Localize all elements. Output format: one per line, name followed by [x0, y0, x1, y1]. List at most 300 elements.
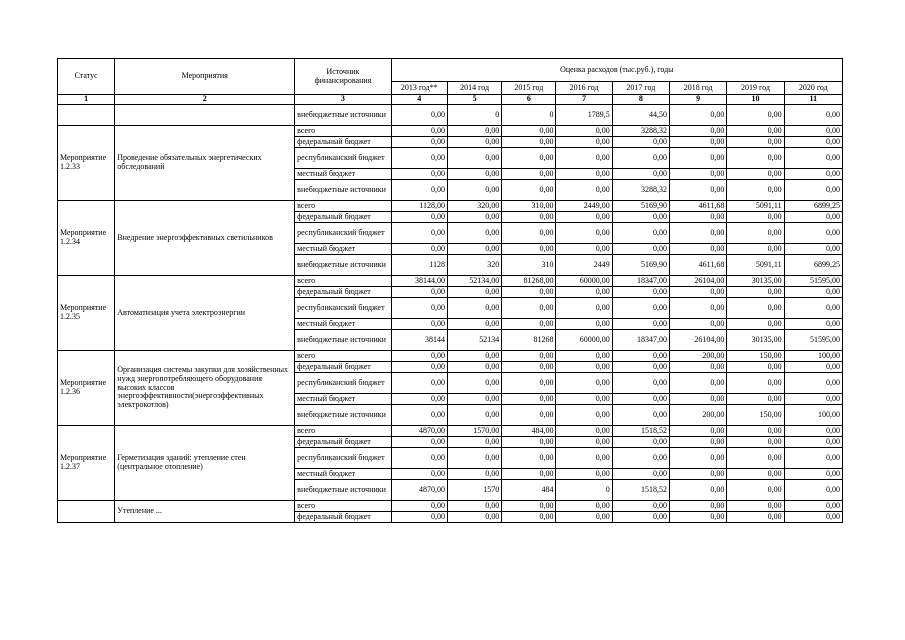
value-cell: 0,00 [447, 351, 501, 362]
value-cell: 0,00 [447, 373, 501, 394]
value-cell: 310,00 [502, 201, 556, 212]
value-cell: 81268,00 [502, 276, 556, 287]
value-cell: 0,00 [556, 126, 612, 137]
table-row [58, 501, 843, 512]
value-cell: 0,00 [727, 148, 784, 169]
value-cell: 0,00 [502, 148, 556, 169]
value-cell: 0,00 [447, 180, 501, 201]
funding-source-cell: федеральный бюджет [295, 287, 391, 298]
value-cell: 0,00 [612, 448, 669, 469]
funding-source-cell: местный бюджет [295, 394, 391, 405]
value-cell: 4870,00 [391, 426, 447, 437]
event-cell [115, 105, 295, 126]
value-cell: 0,00 [670, 394, 727, 405]
value-cell: 0,00 [727, 319, 784, 330]
value-cell: 0,00 [556, 212, 612, 223]
value-cell: 0,00 [391, 362, 447, 373]
value-cell: 0,00 [556, 351, 612, 362]
status-cell: Мероприятие 1.2.37 [58, 426, 115, 501]
value-cell: 0,00 [447, 137, 501, 148]
table-viewport [57, 58, 846, 568]
value-cell: 0,00 [670, 298, 727, 319]
year-header: 2014 год [447, 82, 501, 95]
value-cell: 0,00 [447, 126, 501, 137]
value-cell: 1570,00 [447, 426, 501, 437]
value-cell: 0,00 [727, 223, 784, 244]
funding-source-cell: республиканский бюджет [295, 298, 391, 319]
value-cell: 0,00 [502, 405, 556, 426]
value-cell: 0,00 [502, 137, 556, 148]
value-cell: 0,00 [784, 223, 842, 244]
value-cell: 0,00 [784, 362, 842, 373]
value-cell: 1518,52 [612, 480, 669, 501]
value-cell: 0,00 [391, 148, 447, 169]
column-number: 4 [391, 95, 447, 105]
value-cell: 0,00 [391, 319, 447, 330]
value-cell: 18347,00 [612, 276, 669, 287]
value-cell: 0,00 [556, 501, 612, 512]
value-cell: 5091,11 [727, 201, 784, 212]
value-cell: 0,00 [670, 319, 727, 330]
value-cell: 4611,68 [670, 255, 727, 276]
value-cell: 150,00 [727, 351, 784, 362]
value-cell: 0,00 [670, 148, 727, 169]
value-cell: 0,00 [502, 394, 556, 405]
funding-source-cell: всего [295, 426, 391, 437]
value-cell: 0,00 [502, 501, 556, 512]
value-cell: 0,00 [556, 319, 612, 330]
value-cell: 0,00 [612, 137, 669, 148]
funding-source-cell: всего [295, 201, 391, 212]
value-cell: 0,00 [727, 480, 784, 501]
value-cell: 0,00 [727, 469, 784, 480]
value-cell: 1789,5 [556, 105, 612, 126]
funding-source-cell: федеральный бюджет [295, 437, 391, 448]
column-number: 2 [115, 95, 295, 105]
value-cell: 0,00 [784, 394, 842, 405]
value-cell: 200,00 [670, 405, 727, 426]
value-cell: 0,00 [612, 373, 669, 394]
funding-source-cell: республиканский бюджет [295, 148, 391, 169]
value-cell: 0,00 [670, 426, 727, 437]
year-header: 2015 год [502, 82, 556, 95]
year-header: 2018 год [670, 82, 727, 95]
value-cell: 0,00 [391, 105, 447, 126]
column-number: 6 [502, 95, 556, 105]
value-cell: 0,00 [447, 169, 501, 180]
value-cell: 60000,00 [556, 276, 612, 287]
value-cell: 0,00 [784, 512, 842, 523]
value-cell: 2449,00 [556, 201, 612, 212]
funding-source-cell: местный бюджет [295, 319, 391, 330]
value-cell: 0,00 [447, 298, 501, 319]
value-cell: 0,00 [447, 319, 501, 330]
year-header: 2016 год [556, 82, 612, 95]
value-cell: 0,00 [784, 137, 842, 148]
value-cell: 0,00 [391, 394, 447, 405]
value-cell: 0,00 [670, 437, 727, 448]
value-cell: 0,00 [556, 180, 612, 201]
value-cell: 0,00 [612, 287, 669, 298]
value-cell: 4611,68 [670, 201, 727, 212]
value-cell: 484 [502, 480, 556, 501]
funding-source-cell: внебюджетные источники [295, 105, 391, 126]
value-cell: 0,00 [670, 362, 727, 373]
value-cell: 0,00 [391, 405, 447, 426]
value-cell: 1518,52 [612, 426, 669, 437]
value-cell: 0,00 [784, 244, 842, 255]
value-cell: 0,00 [556, 437, 612, 448]
value-cell: 6899,25 [784, 201, 842, 212]
funding-source-cell: внебюджетные источники [295, 180, 391, 201]
value-cell: 0,00 [556, 169, 612, 180]
value-cell: 0,00 [784, 319, 842, 330]
funding-source-cell: местный бюджет [295, 169, 391, 180]
column-number: 5 [447, 95, 501, 105]
value-cell: 0,00 [556, 287, 612, 298]
value-cell: 0,00 [391, 501, 447, 512]
value-cell: 100,00 [784, 351, 842, 362]
year-header: 2020 год [784, 82, 842, 95]
column-number: 1 [58, 95, 115, 105]
funding-source-cell: внебюджетные источники [295, 405, 391, 426]
value-cell: 0,00 [784, 298, 842, 319]
value-cell: 26104,00 [670, 330, 727, 351]
value-cell: 0,00 [612, 148, 669, 169]
value-cell: 6899,25 [784, 255, 842, 276]
value-cell: 0,00 [727, 287, 784, 298]
funding-source-cell: всего [295, 276, 391, 287]
value-cell: 0,00 [612, 437, 669, 448]
value-cell: 0,00 [612, 212, 669, 223]
column-number: 11 [784, 95, 842, 105]
value-cell: 0,00 [391, 223, 447, 244]
value-cell: 51595,00 [784, 276, 842, 287]
funding-source-cell: республиканский бюджет [295, 223, 391, 244]
value-cell: 0,00 [447, 148, 501, 169]
value-cell: 0,00 [670, 501, 727, 512]
table-row [58, 276, 843, 287]
funding-source-cell: республиканский бюджет [295, 448, 391, 469]
value-cell: 0,00 [670, 469, 727, 480]
value-cell: 0,00 [784, 180, 842, 201]
value-cell: 0,00 [670, 212, 727, 223]
value-cell: 0,00 [727, 180, 784, 201]
value-cell: 0,00 [391, 437, 447, 448]
year-header: 2017 год [612, 82, 669, 95]
value-cell: 1570 [447, 480, 501, 501]
value-cell: 0,00 [447, 405, 501, 426]
value-cell: 0,00 [670, 448, 727, 469]
value-cell: 320 [447, 255, 501, 276]
value-cell: 0,00 [447, 501, 501, 512]
value-cell: 0,00 [784, 287, 842, 298]
value-cell: 0,00 [556, 223, 612, 244]
value-cell: 320,00 [447, 201, 501, 212]
value-cell: 0,00 [784, 480, 842, 501]
value-cell: 0,00 [784, 437, 842, 448]
value-cell: 0,00 [502, 351, 556, 362]
table-row [58, 426, 843, 437]
value-cell: 0,00 [612, 394, 669, 405]
value-cell: 484,00 [502, 426, 556, 437]
value-cell: 0,00 [727, 169, 784, 180]
value-cell: 0,00 [612, 244, 669, 255]
value-cell: 0,00 [502, 212, 556, 223]
status-cell [58, 105, 115, 126]
value-cell: 0,00 [727, 126, 784, 137]
value-cell: 0,00 [502, 298, 556, 319]
value-cell: 0,00 [391, 351, 447, 362]
value-cell: 0,00 [612, 319, 669, 330]
value-cell: 5169,90 [612, 201, 669, 212]
funding-source-cell: федеральный бюджет [295, 212, 391, 223]
funding-source-cell: местный бюджет [295, 469, 391, 480]
value-cell: 0,00 [447, 362, 501, 373]
value-cell: 0,00 [670, 287, 727, 298]
value-cell: 0 [447, 105, 501, 126]
value-cell: 0,00 [502, 512, 556, 523]
header-source: Источник финансирования [295, 59, 391, 95]
value-cell: 0,00 [502, 223, 556, 244]
table-row [58, 351, 843, 362]
value-cell: 0,00 [391, 287, 447, 298]
value-cell: 0,00 [391, 169, 447, 180]
funding-source-cell: внебюджетные источники [295, 330, 391, 351]
column-number: 10 [727, 95, 784, 105]
value-cell: 0,00 [502, 469, 556, 480]
value-cell: 0,00 [391, 137, 447, 148]
value-cell: 0 [556, 480, 612, 501]
value-cell: 0,00 [784, 105, 842, 126]
funding-source-cell: федеральный бюджет [295, 512, 391, 523]
value-cell: 100,00 [784, 405, 842, 426]
value-cell: 0,00 [727, 137, 784, 148]
funding-source-cell: всего [295, 501, 391, 512]
year-header: 2019 год [727, 82, 784, 95]
value-cell: 0,00 [727, 501, 784, 512]
value-cell: 0,00 [727, 298, 784, 319]
table-row [58, 105, 843, 126]
value-cell: 0,00 [784, 373, 842, 394]
value-cell: 0,00 [502, 126, 556, 137]
value-cell: 0,00 [727, 448, 784, 469]
value-cell: 0,00 [784, 501, 842, 512]
value-cell: 0,00 [612, 223, 669, 244]
value-cell: 0,00 [727, 373, 784, 394]
value-cell: 0,00 [502, 373, 556, 394]
value-cell: 0,00 [447, 448, 501, 469]
value-cell: 38144,00 [391, 276, 447, 287]
value-cell: 0,00 [727, 437, 784, 448]
value-cell: 0,00 [670, 244, 727, 255]
value-cell: 1128 [391, 255, 447, 276]
value-cell: 2449 [556, 255, 612, 276]
value-cell: 150,00 [727, 405, 784, 426]
value-cell: 0,00 [556, 394, 612, 405]
status-cell [58, 501, 115, 523]
event-name-cell: Проведение обязательных энергетических обследований [115, 126, 295, 201]
value-cell: 0,00 [391, 448, 447, 469]
value-cell: 0,00 [784, 448, 842, 469]
value-cell: 310 [502, 255, 556, 276]
table-row [58, 201, 843, 212]
value-cell: 1128,00 [391, 201, 447, 212]
value-cell: 0,00 [727, 512, 784, 523]
value-cell: 0,00 [391, 512, 447, 523]
value-cell: 0,00 [670, 373, 727, 394]
value-cell: 0,00 [784, 469, 842, 480]
value-cell: 200,00 [670, 351, 727, 362]
value-cell: 0,00 [447, 212, 501, 223]
value-cell: 44,50 [612, 105, 669, 126]
value-cell: 0,00 [727, 426, 784, 437]
value-cell: 0,00 [612, 298, 669, 319]
value-cell: 0,00 [727, 212, 784, 223]
event-name-cell: Внедрение энергоэффективных светильников [115, 201, 295, 276]
value-cell: 0,00 [556, 298, 612, 319]
value-cell: 0 [502, 105, 556, 126]
event-name-cell: Автоматизация учета электроэнергии [115, 276, 295, 351]
value-cell: 0,00 [727, 105, 784, 126]
value-cell: 0,00 [391, 298, 447, 319]
value-cell: 0,00 [612, 169, 669, 180]
value-cell: 0,00 [612, 501, 669, 512]
value-cell: 0,00 [612, 362, 669, 373]
year-header: 2013 год** [391, 82, 447, 95]
value-cell: 0,00 [447, 512, 501, 523]
header-event: Мероприятия [115, 59, 295, 95]
value-cell: 0,00 [556, 448, 612, 469]
value-cell: 30135,00 [727, 330, 784, 351]
value-cell: 0,00 [556, 362, 612, 373]
funding-source-cell: федеральный бюджет [295, 137, 391, 148]
value-cell: 0,00 [784, 426, 842, 437]
table-body [58, 105, 843, 523]
value-cell: 0,00 [391, 244, 447, 255]
value-cell: 0,00 [670, 180, 727, 201]
funding-source-cell: всего [295, 126, 391, 137]
funding-source-cell: внебюджетные источники [295, 480, 391, 501]
value-cell: 0,00 [727, 362, 784, 373]
value-cell: 0,00 [502, 319, 556, 330]
value-cell: 81268 [502, 330, 556, 351]
value-cell: 0,00 [556, 405, 612, 426]
value-cell: 0,00 [556, 244, 612, 255]
value-cell: 38144 [391, 330, 447, 351]
header-status: Статус [58, 59, 115, 95]
value-cell: 0,00 [502, 169, 556, 180]
value-cell: 0,00 [447, 287, 501, 298]
value-cell: 0,00 [502, 448, 556, 469]
value-cell: 0,00 [670, 126, 727, 137]
column-number: 9 [670, 95, 727, 105]
value-cell: 52134 [447, 330, 501, 351]
value-cell: 0,00 [447, 469, 501, 480]
table-row [58, 126, 843, 137]
value-cell: 0,00 [556, 469, 612, 480]
value-cell: 52134,00 [447, 276, 501, 287]
header-column-numbers [58, 95, 843, 105]
value-cell: 0,00 [670, 480, 727, 501]
value-cell: 0,00 [391, 126, 447, 137]
column-number: 3 [295, 95, 391, 105]
status-cell: Мероприятие 1.2.34 [58, 201, 115, 276]
value-cell: 0,00 [784, 212, 842, 223]
event-name-cell: Организация системы закупки для хозяйственных нужд энергопотребляющего оборудования высоких классов энергоэффективности(энергоэффективных электрокотлов) [115, 351, 295, 426]
column-number: 8 [612, 95, 669, 105]
funding-source-cell: федеральный бюджет [295, 362, 391, 373]
event-name-cell: Герметизация зданий: утепление стен (центральное отопление) [115, 426, 295, 501]
value-cell: 0,00 [556, 137, 612, 148]
value-cell: 60000,00 [556, 330, 612, 351]
value-cell: 0,00 [447, 394, 501, 405]
value-cell: 0,00 [612, 469, 669, 480]
budget-table [57, 58, 843, 523]
column-number: 7 [556, 95, 612, 105]
value-cell: 5169,90 [612, 255, 669, 276]
value-cell: 0,00 [391, 469, 447, 480]
value-cell: 0,00 [727, 394, 784, 405]
value-cell: 0,00 [502, 287, 556, 298]
value-cell: 0,00 [447, 223, 501, 244]
value-cell: 0,00 [727, 244, 784, 255]
value-cell: 0,00 [556, 426, 612, 437]
event-name-cell: Утепление ... [115, 501, 295, 523]
value-cell: 0,00 [391, 212, 447, 223]
value-cell: 26104,00 [670, 276, 727, 287]
funding-source-cell: республиканский бюджет [295, 373, 391, 394]
value-cell: 0,00 [556, 148, 612, 169]
value-cell: 0,00 [670, 512, 727, 523]
value-cell: 0,00 [784, 148, 842, 169]
value-cell: 0,00 [502, 362, 556, 373]
value-cell: 4870,00 [391, 480, 447, 501]
value-cell: 0,00 [502, 437, 556, 448]
value-cell: 30135,00 [727, 276, 784, 287]
value-cell: 5091,11 [727, 255, 784, 276]
value-cell: 0,00 [502, 244, 556, 255]
value-cell: 0,00 [670, 223, 727, 244]
value-cell: 0,00 [556, 512, 612, 523]
value-cell: 0,00 [391, 180, 447, 201]
table-header [58, 59, 843, 105]
value-cell: 0,00 [391, 373, 447, 394]
header-estimate: Оценка расходов (тыс.руб.), годы [391, 59, 842, 82]
value-cell: 0,00 [670, 137, 727, 148]
value-cell: 0,00 [612, 351, 669, 362]
funding-source-cell: всего [295, 351, 391, 362]
value-cell: 0,00 [447, 244, 501, 255]
value-cell: 0,00 [612, 512, 669, 523]
value-cell: 0,00 [502, 180, 556, 201]
value-cell: 0,00 [447, 437, 501, 448]
value-cell: 0,00 [670, 105, 727, 126]
funding-source-cell: внебюджетные источники [295, 255, 391, 276]
value-cell: 0,00 [612, 405, 669, 426]
status-cell: Мероприятие 1.2.33 [58, 126, 115, 201]
value-cell: 3288,32 [612, 126, 669, 137]
value-cell: 0,00 [670, 169, 727, 180]
value-cell: 3288,32 [612, 180, 669, 201]
status-cell: Мероприятие 1.2.36 [58, 351, 115, 426]
value-cell: 0,00 [784, 126, 842, 137]
funding-source-cell: местный бюджет [295, 244, 391, 255]
status-cell: Мероприятие 1.2.35 [58, 276, 115, 351]
value-cell: 18347,00 [612, 330, 669, 351]
value-cell: 0,00 [784, 169, 842, 180]
value-cell: 0,00 [556, 373, 612, 394]
